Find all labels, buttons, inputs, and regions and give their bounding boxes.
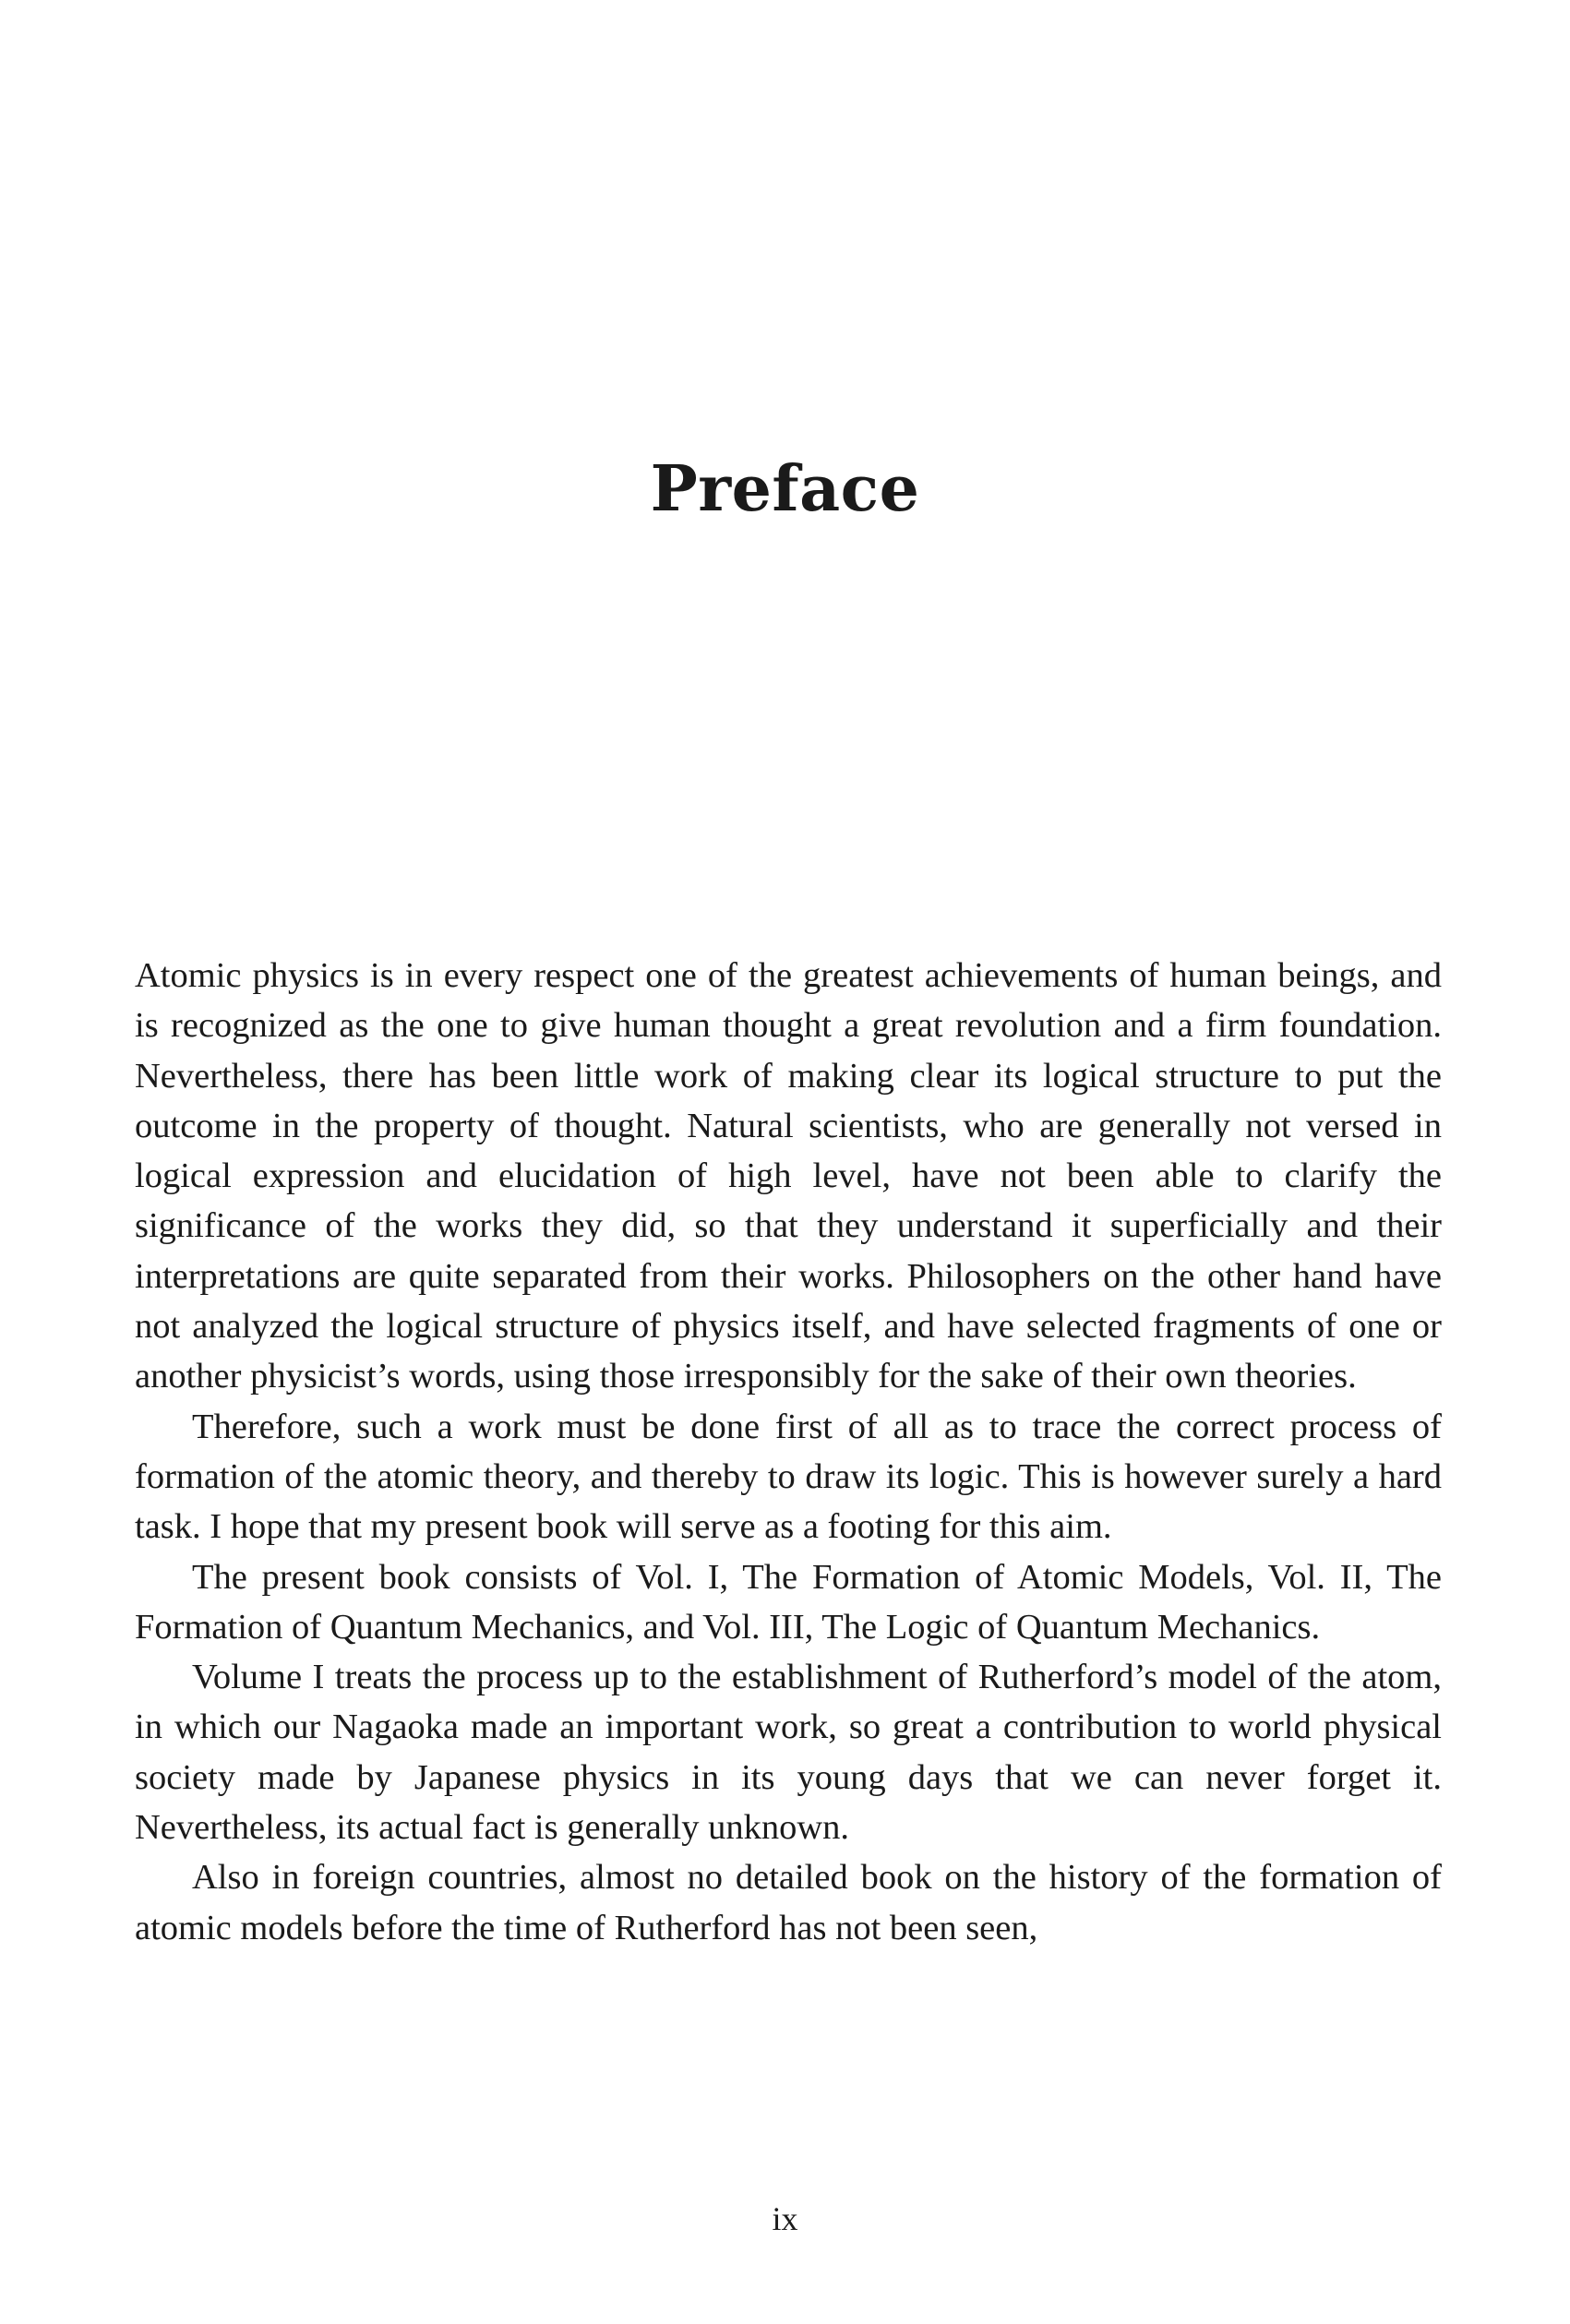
paragraph-3: The present book consists of Vol. I, The Formation of Atomic Models, Vol. II, The Formation of Quantum Mechanics, and Vol. III, The Logic of Quantum Mechanics. <box>135 1557 1442 1647</box>
preface-body <box>135 951 1442 1953</box>
page-number: ix <box>772 2200 798 2237</box>
paragraph-4: Volume I treats the process up to the establishment of Rutherford’s model of the atom, in which our Nagaoka made an important work, so great a contribution to world physical society made by Japanese physics in its young days that we can never forget it. Nevertheless, its actual fact is generally unknown. <box>135 1658 1442 1848</box>
page-title: Preface <box>650 452 920 526</box>
paragraph-1: Atomic physics is in every respect one of the greatest achievements of human beings, and is recognized as the one to give human thought a great revolution and a firm foundation. Nevertheless, there has been little work of making clear its logical structure to put the outcome in the property of thought. Natural scientists, who are generally not versed in logical expression and elucidation of high level, have not been able to clarify the significance of the works they did, so that they understand it superficially and their interpretations are quite separated from their works. Philosophers on the other hand have not analyzed the logical structure of physics itself, and have selected fragments of one or another physicist’s words, using those irresponsibly for the sake of their own theories. <box>135 956 1442 1396</box>
paragraph-5: Also in foreign countries, almost no detailed book on the history of the formation of atomic models before the time of Rutherford has not been seen, <box>135 1858 1442 1947</box>
paragraph-2: Therefore, such a work must be done first of all as to trace the correct process of formation of the atomic theory, and thereby to draw its logic. This is however surely a hard task. I hope that my present book will serve as a footing for this aim. <box>135 1407 1442 1547</box>
